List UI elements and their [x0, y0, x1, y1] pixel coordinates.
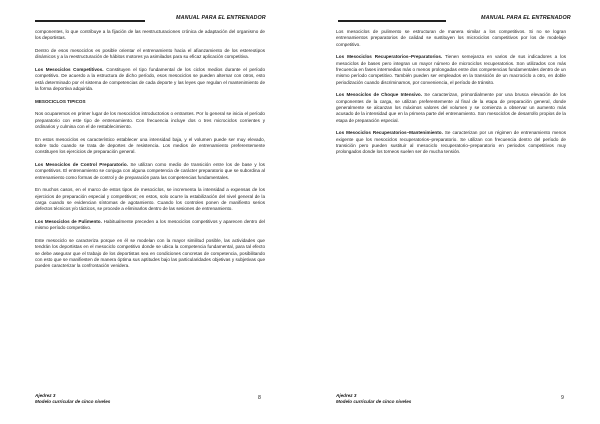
page-footer	[35, 393, 110, 405]
page-footer	[336, 393, 411, 405]
footer-line: Ajedrez 3	[336, 393, 357, 398]
paragraph-lead: Los Mesociclos Recuperatorios–Mantenimiento.	[336, 130, 443, 136]
paragraph: componentes, lo que contribuye a la fijación de las reestructuraciones crónica de adaptación del organismo de los deportistas.	[35, 29, 265, 41]
paragraph: Los Mesociclos Recuperatorios–Mantenimiento. Se caracterizan por un régimen de entrenamiento menos exigente que los mesociclos recuperatorios–preparatorio. Se utilizan con frecuencia dentro del período de transición pero pueden sustituir al mesociclo recuperatorio–preparatorio en periodos competitivos muy prolongados donde los torneos suelen ser de mucha tensión.	[336, 130, 566, 155]
right-page	[300, 0, 600, 424]
header-rule	[338, 20, 446, 22]
paragraph-lead: Los Mesociclos Competitivos.	[35, 66, 104, 72]
footer-line: Ajedrez 3	[35, 393, 56, 398]
paragraph: Los Mesociclos de Choque Intensivo. Se caracterizan, primordialmente por una brusca elevación de los componentes de la carga, se utilizan preferentemente al final de la etapa de preparación general, donde generalmente se alcanzan los máximos valores del volumen y se comienza a observar un aumento más acusado de la intensidad que en la primera parte del entrenamiento. Son mesociclos de desarrollo propios de la etapa de preparación especial.	[336, 92, 566, 123]
paragraph: Este mesociclo se caracteriza porque en él se modelan con la mayor similitud posible, las actividades que tendrán los deportistas en el mesociclo competitivo donde se ubica la competencia fundamental, para tal efecto se debe asegurar que el trabajo de los deportistas sea en condiciones concretas de competencia, posibilitando con esto que se manifiesten de manera óptima sus aptitudes bajo las particularidades objetivas y subjetivas que pueden caracterizar la confrontación venidera.	[35, 237, 265, 269]
paragraph: Los Mesociclos Competitivos. Constituyen el tipo fundamental de los ciclos medios durante el período competitivo. De acuerdo a la estructura de dicho período, esos mesociclos se pueden alternar con otros, esto está determinado por el sistema de competencias de cada deporte y las leyes que regulan el mantenimiento de la forma deportiva adquirida.	[35, 66, 265, 91]
header-rule	[35, 20, 145, 22]
footer-line: Modelo curricular de cinco niveles	[336, 399, 412, 404]
section-title: MESOCICLOS TIPICOS	[35, 98, 86, 104]
paragraph-lead: Los Mesociclos de Choque Intensivo.	[336, 92, 423, 98]
paragraph-lead: Los Mesociclos de Control Preparatorio.	[35, 161, 128, 167]
paragraph: Los Mesociclos de Control Preparatorio. Se utilizan como medio de transición entre los de base y los competitivos. El entrenamiento se conjuga con alguna competencia de carácter preparatorio que se subordina al entrenamiento como formas de control y de preparación para las competencias fundamentales.	[35, 161, 265, 180]
paragraph-lead: Los Mesociclos de Pulimento.	[35, 218, 102, 224]
left-page-body	[35, 29, 265, 276]
paragraph: En muchos casos, en el marco de estos tipos de mesociclos, se incrementa la intensidad a expensas de los ejercicios de preparación especial y competitivos; en estos, solo ocurre la estabilización del nivel general de la carga cuando se evidencian síntomas de agotamiento. Cuando los controles ponen de manifiesto serios defectos técnicos y/o tácticos, se procede a eliminarlos dentro de las sesiones de entrenamiento.	[35, 187, 265, 212]
header-title: MANUAL PARA EL ENTRENADOR	[176, 15, 266, 21]
footer-line: Modelo curricular de cinco niveles	[35, 399, 111, 404]
right-page-body	[336, 29, 566, 162]
page-number: 8	[258, 395, 261, 401]
header-title: MANUAL PARA EL ENTRENADOR	[481, 15, 571, 21]
paragraph: En estos mesociclos es característico establecer una intensidad baja, y el volumen puede ser muy elevado, sobre todo cuando se trata de deportes de resistencia. Los medios de entrenamiento preferentemente constituyen los ejercicios de preparación general.	[35, 136, 265, 155]
paragraph: Dentro de esos mesociclos es posible orientar el entrenamiento hacia el afianzamiento de los estereotipos dinámicos y a la reestructuración de hábitos motores ya asimilados para su eficaz aplicación competitiva.	[35, 47, 265, 60]
paragraph: Nos ocuparemos en primer lugar de los mesociclos introductorios o entrantes. Por lo general se inicia el período preparatorio con este tipo de entrenamiento. Con frecuencia incluye dos o tres microciclos corrientes y ordinarios y culmina con el de restablecimiento.	[35, 111, 265, 129]
paragraph: Los Mesociclos Recuperatorios–Preparatorios. Tienen semejanza en varios de sus indicadores a los mesociclos de bases pero integran un mayor número de microciclos recuperatorios. Son utilizados con más frecuencia en fases intermedias más o menos prolongadas entre dos competencias fundamentales dentro de un mismo período competitivo. También pueden ser empleados en la transición de un macrociclo a otro, en doble periodización cuando discriminamos, por conveniencia, el período de tránsito.	[336, 54, 566, 85]
page-number: 9	[561, 395, 564, 401]
paragraph: Los Mesociclos de Pulimento. Habitualmente preceden a los mesociclos competitivos y aparecen dentro del mismo período competitivo.	[35, 218, 265, 231]
paragraph-lead: Los Mesociclos Recuperatorios–Preparatorios.	[336, 54, 443, 60]
paragraph: Los mesociclos de pulimento se estructuran de manera similar a los competitivos. Si no se logran entrenamientos preparatorios de calidad se sustituyen los microciclos competitivos por los de modelaje competitivo.	[336, 29, 566, 47]
